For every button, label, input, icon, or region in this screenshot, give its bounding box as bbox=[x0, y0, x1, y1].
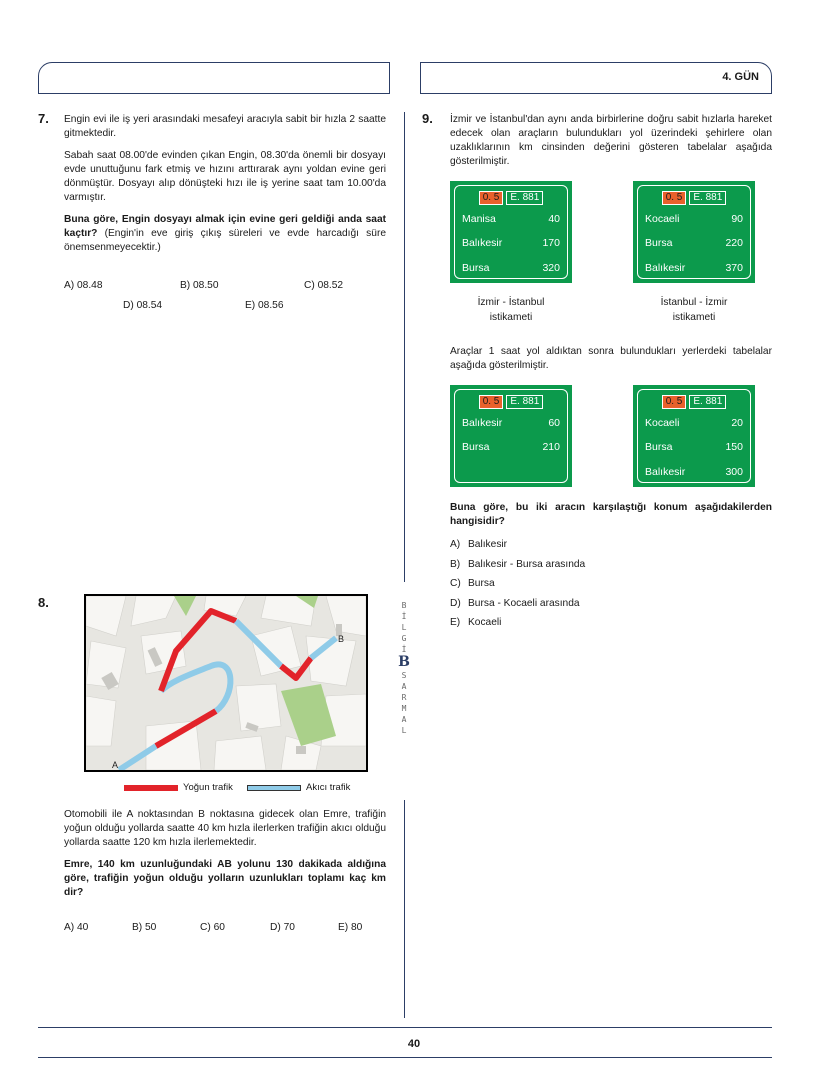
sign-row: Balıkesir 170 bbox=[462, 237, 560, 249]
road-sign-izmir-istanbul bbox=[450, 181, 572, 283]
q9-option-e[interactable]: E) Kocaeli bbox=[450, 617, 502, 628]
road-sign-after-istanbul bbox=[633, 385, 755, 487]
q9-option-b[interactable]: B) Balıkesir - Bursa arasında bbox=[450, 558, 586, 570]
sign-row: Bursa 210 bbox=[462, 441, 560, 453]
q9-option-a[interactable]: A) Balıkesir bbox=[450, 539, 508, 550]
road-sign-istanbul-izmir bbox=[633, 181, 755, 283]
footer-top-rule bbox=[38, 1027, 772, 1028]
sign-row: Bursa 320 bbox=[462, 262, 560, 274]
column-divider bbox=[404, 800, 405, 1018]
legend-heavy-swatch bbox=[124, 785, 178, 791]
legend-fluid-swatch bbox=[247, 785, 301, 791]
question-9-number: 9. bbox=[422, 111, 433, 126]
map-drawing bbox=[86, 596, 366, 770]
sign-road-code: 0. 5 bbox=[479, 395, 504, 409]
question-8-paragraph: Otomobili ile A noktasından B noktasına gidecek olan Emre, trafiğin yoğun olduğu yollarda saatte 40 km hızla ilerlerken trafiğin akıcı olduğu yollarda saatte 120 km hızla ilerlemektedir. bbox=[64, 809, 386, 848]
point-b-label: B bbox=[338, 634, 345, 644]
sign-road-code: 0. 5 bbox=[662, 395, 687, 409]
sign-route-code: E. 881 bbox=[506, 191, 543, 205]
question-8-number: 8. bbox=[38, 595, 49, 610]
column-divider bbox=[404, 112, 405, 582]
legend-fluid-label: Akıcı trafik bbox=[306, 782, 351, 793]
traffic-map bbox=[84, 594, 368, 772]
question-7-number: 7. bbox=[38, 111, 49, 126]
q7-option-c[interactable]: C) 08.52 bbox=[304, 280, 344, 291]
sign-row: Balıkesir 300 bbox=[645, 466, 743, 478]
question-8-prompt: Emre, 140 km uzunluğundaki AB yolunu 130 dakikada aldığına göre, trafiğin yoğun olduğu yolların uzunlukları toplamı kaç km dir? bbox=[64, 859, 386, 898]
sign-row: Manisa 40 bbox=[462, 213, 560, 225]
q8-option-d[interactable]: D) 70 bbox=[270, 922, 295, 933]
q8-option-c[interactable]: C) 60 bbox=[200, 922, 225, 933]
sign-row: Bursa 150 bbox=[645, 441, 743, 453]
sign-caption: İstanbul - İzmir istikameti bbox=[660, 297, 728, 323]
sign-route-code: E. 881 bbox=[506, 395, 543, 409]
page-number: 40 bbox=[407, 1038, 421, 1050]
q7-option-b[interactable]: B) 08.50 bbox=[180, 280, 219, 291]
question-7-text bbox=[64, 113, 386, 263]
side-brand: B İ L G İ B S A R M A L bbox=[396, 600, 412, 736]
question-9-prompt: Buna göre, bu iki aracın karşılaştığı konum aşağıdakilerden hangisidir? bbox=[450, 502, 772, 527]
question-9-middle: Araçlar 1 saat yol aldıktan sonra bulundukları yerlerdeki tabelalar aşağıda gösterilmiştir. bbox=[450, 346, 772, 371]
brand-logo-icon: B bbox=[398, 654, 410, 670]
q9-options bbox=[450, 535, 585, 633]
sign-route-code: E. 881 bbox=[689, 395, 726, 409]
sign-route-code: E. 881 bbox=[689, 191, 726, 205]
question-7-paragraph: Sabah saat 08.00'de evinden çıkan Engin, 08.30'da önemli bir dosyayı evde unuttuğunu fark etmiş ve hızını arttırarak aynı yoldan evine geri dönmüştür. Dosyayı alıp dönüşteki hızı ile iş yerine saat tam 10.00'da varmıştır. bbox=[64, 150, 386, 203]
footer-bottom-rule bbox=[38, 1057, 772, 1058]
q8-option-a[interactable]: A) 40 bbox=[64, 922, 89, 933]
q9-option-d[interactable]: D) Bursa - Kocaeli arasında bbox=[450, 597, 580, 609]
sign-road-code: 0. 5 bbox=[479, 191, 504, 205]
question-7-prompt: Buna göre, Engin dosyayı almak için evine geri geldiği anda saat kaçtır? (Engin'in eve giriş çıkış süreleri ve evde harcadığı süre önemsenmeyecektir.) bbox=[64, 214, 386, 253]
header-right-box bbox=[420, 62, 772, 94]
q7-option-a[interactable]: A) 08.48 bbox=[64, 280, 103, 291]
q8-option-b[interactable]: B) 50 bbox=[132, 922, 157, 933]
question-7-paragraph: Engin evi ile iş yeri arasındaki mesafeyi aracıyla sabit bir hızla 2 saatte gitmektedir. bbox=[64, 114, 386, 139]
sign-row: Balıkesir 60 bbox=[462, 417, 560, 429]
sign-row: Balıkesir 370 bbox=[645, 262, 743, 274]
sign-row: Kocaeli 90 bbox=[645, 213, 743, 225]
question-8-text bbox=[64, 808, 386, 908]
q7-option-e[interactable]: E) 08.56 bbox=[245, 300, 284, 311]
day-label: 4. GÜN bbox=[722, 71, 759, 83]
q7-option-d[interactable]: D) 08.54 bbox=[123, 300, 163, 311]
header-left-box bbox=[38, 62, 390, 94]
sign-row: Kocaeli 20 bbox=[645, 417, 743, 429]
sign-road-code: 0. 5 bbox=[662, 191, 687, 205]
road-sign-after-izmir bbox=[450, 385, 572, 487]
sign-caption: İzmir - İstanbul istikameti bbox=[477, 297, 545, 323]
legend-heavy-label: Yoğun trafik bbox=[183, 782, 233, 793]
question-9-intro: İzmir ve İstanbul'dan aynı anda birbirlerine doğru sabit hızlarla hareket edecek olan araçların bulundukları yol üzerindeki şehirlere olan uzaklıklarının km cinsinden değerini gösteren tabelalar aşağıda gösterilmiştir. bbox=[450, 114, 772, 167]
q8-option-e[interactable]: E) 80 bbox=[338, 922, 363, 933]
q9-option-c[interactable]: C) Bursa bbox=[450, 578, 495, 589]
sign-row: Bursa 220 bbox=[645, 237, 743, 249]
point-a-label: A bbox=[112, 760, 119, 770]
